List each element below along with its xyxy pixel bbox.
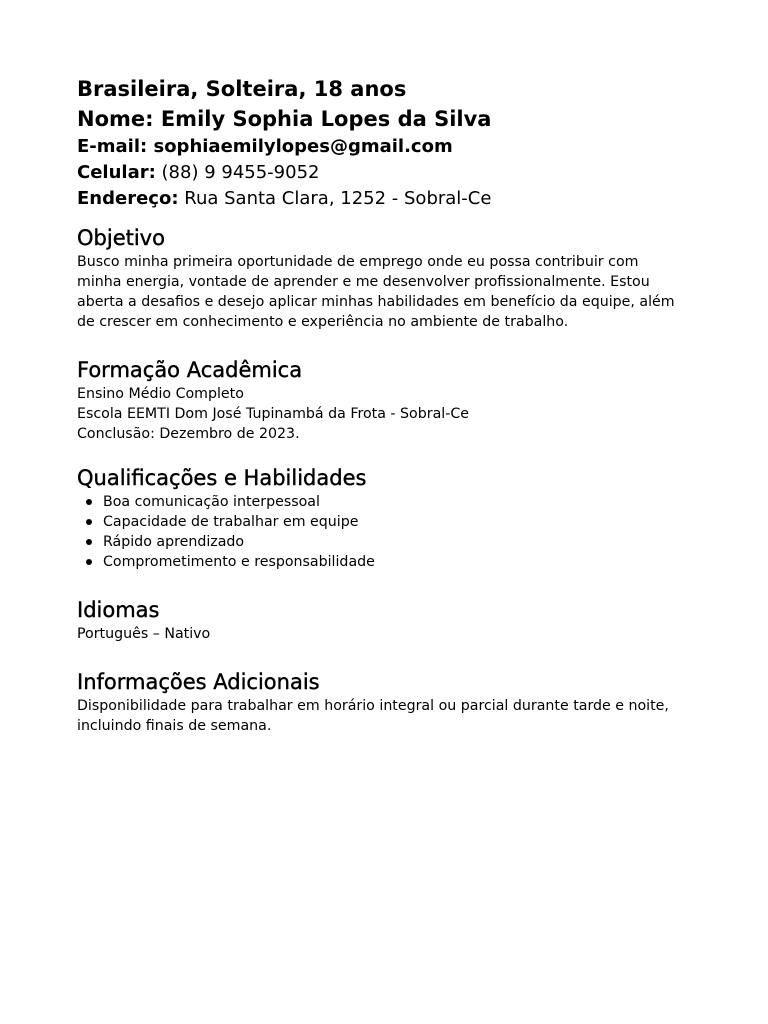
bullet-icon (86, 499, 92, 505)
section-title-qualificacoes: Qualificações e Habilidades (77, 466, 367, 490)
section-qualificacoes (77, 464, 677, 572)
section-objetivo (77, 224, 677, 332)
section-title-objetivo: Objetivo (77, 226, 165, 250)
idiomas-text: Português – Nativo (77, 626, 211, 642)
phone-value: (88) 9 9455-9052 (155, 162, 320, 183)
bullet-icon (86, 539, 92, 545)
spacer (77, 332, 677, 356)
address-label: Endereço: (77, 188, 179, 209)
list-item (77, 552, 677, 572)
address-line (77, 186, 677, 212)
spacer (77, 572, 677, 596)
phone-label: Celular: (77, 162, 156, 183)
skill-text: Boa comunicação interpessoal (103, 494, 320, 510)
section-title-adicionais: Informações Adicionais (77, 670, 320, 694)
name-line: Nome: Emily Sophia Lopes da Silva (77, 107, 492, 131)
email-line: E-mail: sophiaemilylopes@gmail.com (77, 136, 453, 157)
objetivo-text: Busco minha primeira oportunidade de emprego onde eu possa contribuir com minha energia, vontade de aprender e me desenvolver profissionalmente. Estou aberta a desafios e desejo aplicar minhas habilidades em benefício da equipe, além de crescer em conhecimento e experiência no ambiente de trabalho. (77, 254, 675, 330)
list-item (77, 492, 677, 512)
spacer (77, 212, 677, 224)
list-item (77, 532, 677, 552)
personal-info-line: Brasileira, Solteira, 18 anos (77, 77, 407, 101)
formacao-line: Conclusão: Dezembro de 2023. (77, 426, 300, 442)
section-title-formacao: Formação Acadêmica (77, 358, 303, 382)
section-idiomas (77, 596, 677, 644)
personal-header (77, 74, 677, 212)
bullet-icon (86, 519, 92, 525)
adicionais-text: Disponibilidade para trabalhar em horário integral ou parcial durante tarde e noite, incluindo finais de semana. (77, 698, 669, 734)
formacao-line: Ensino Médio Completo (77, 386, 244, 402)
list-item (77, 512, 677, 532)
skill-text: Rápido aprendizado (103, 534, 245, 550)
resume-page (77, 74, 677, 736)
section-title-idiomas: Idiomas (77, 598, 160, 622)
spacer (77, 444, 677, 464)
phone-line (77, 160, 677, 186)
skill-text: Capacidade de trabalhar em equipe (103, 514, 359, 530)
address-value: Rua Santa Clara, 1252 - Sobral-Ce (178, 188, 492, 209)
bullet-icon (86, 559, 92, 565)
skills-list (77, 492, 677, 572)
formacao-line: Escola EEMTI Dom José Tupinambá da Frota - Sobral-Ce (77, 406, 469, 422)
spacer (77, 644, 677, 668)
section-adicionais (77, 668, 677, 736)
skill-text: Comprometimento e responsabilidade (103, 554, 375, 570)
section-formacao (77, 356, 677, 444)
